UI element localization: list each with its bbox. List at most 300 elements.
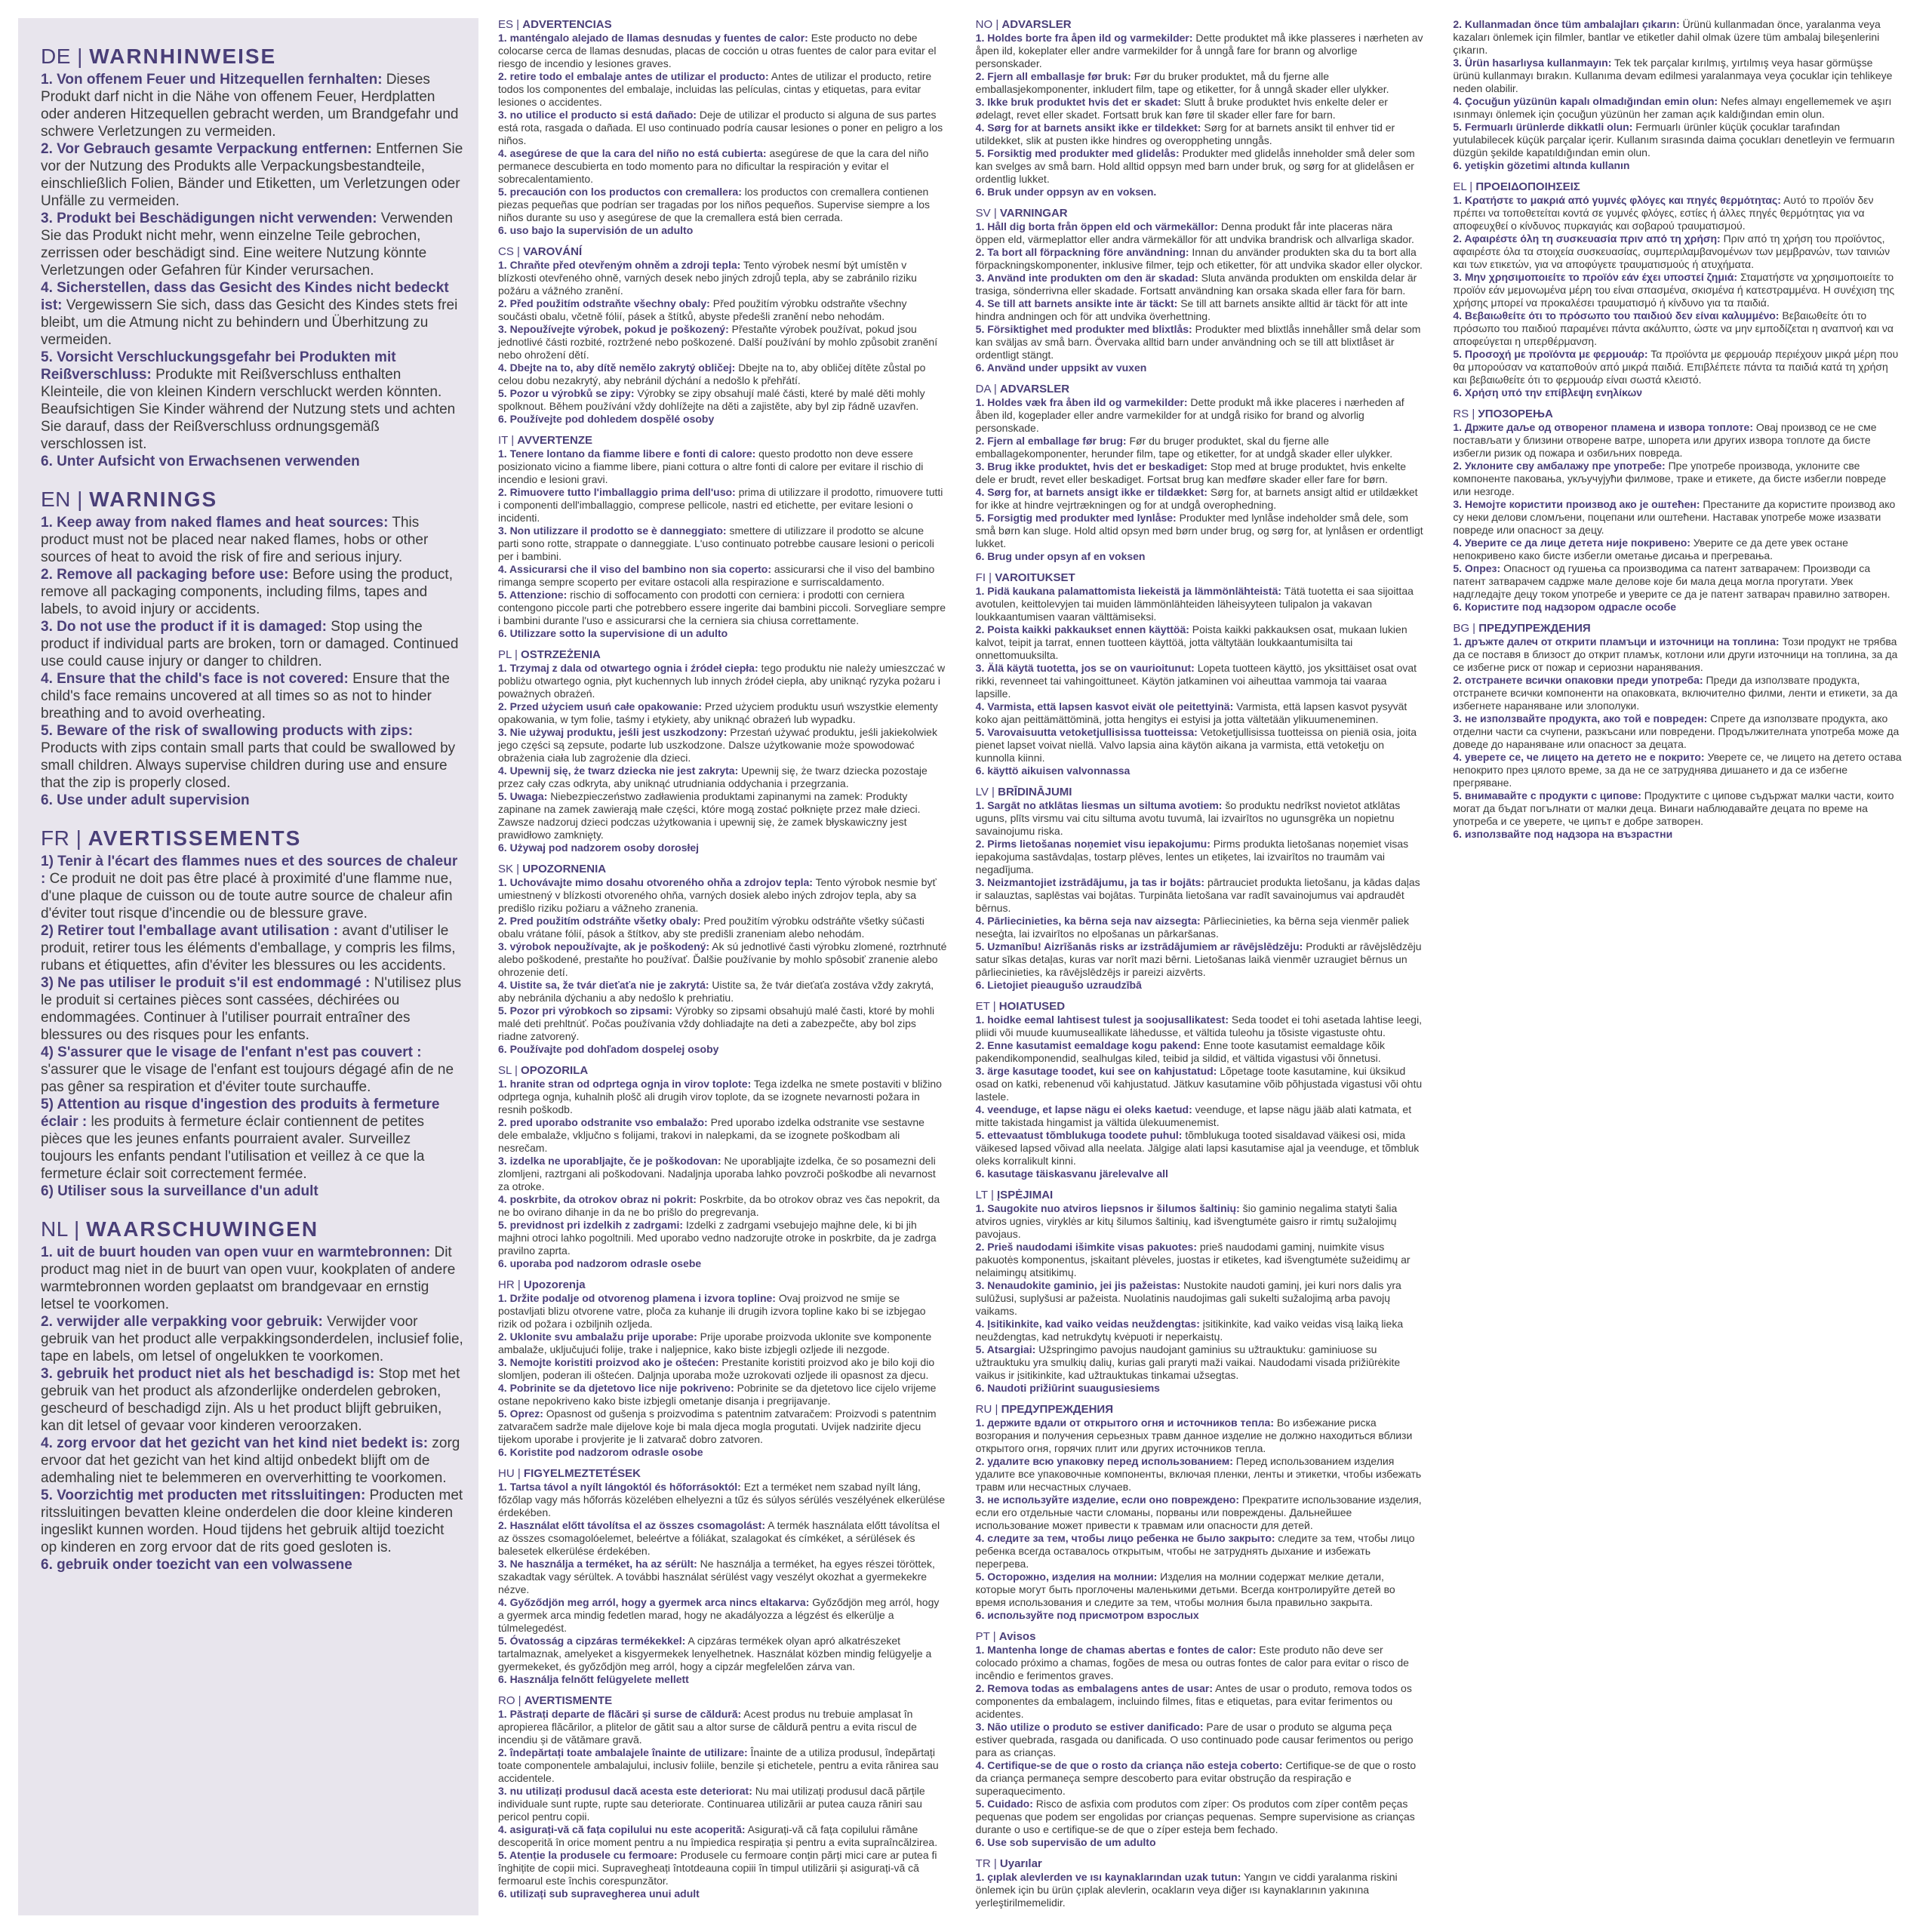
- section-ro: [498, 1694, 947, 1900]
- warning-title: 2. Kullanmadan önce tüm ambalajları çıkarın:: [1453, 18, 1680, 30]
- warning-text: N'utilisez plus le produit si certaines pièces sont cassées, déchirées ou endommagées. Continuer à l'utiliser pourrait entraîner des blessures ou des risques pour les enfants.: [41, 975, 462, 1043]
- flowing-columns: [498, 18, 1902, 1914]
- warning-item: [498, 1382, 947, 1407]
- warning-item: [1453, 159, 1902, 172]
- warning-item: [498, 1193, 947, 1219]
- warning-text: tego produktu nie należy umieszczać w pobliżu otwartego ognia, płyt kuchennych lub innych źródeł ciepła, aby uniknąć ryzyka pożaru i poważnych obrażeń.: [498, 662, 946, 700]
- warning-title: 2. отстранете всички опаковки преди употреба:: [1453, 674, 1703, 686]
- warning-item: [41, 1435, 463, 1487]
- section-heading: [976, 1189, 1425, 1202]
- warning-title: 6. Use under adult supervision: [41, 792, 250, 808]
- warning-text: Nustokite naudoti gaminį, jei kuri nors dalis yra sulūžusi, suplyšusi ar pažeista. Nuolatinis naudojimas gali sukelti sužalojimą arba pavojų vaikams.: [975, 1279, 1401, 1317]
- warning-item: [498, 147, 947, 186]
- section-title: OSTRZEŻENIA: [521, 648, 601, 661]
- section-title: ПРЕДУПРЕЖДЕНИЯ: [1001, 1403, 1113, 1416]
- warning-text: Nu mai utilizați produsul dacă părțile individuale sunt rupte, rupte sau deteriorate. Continuarea utilizării ar putea cauza răniri sau pericol pentru copii.: [498, 1785, 925, 1823]
- warning-item: [1453, 18, 1902, 57]
- warning-title: 3. no utilice el producto si está dañado:: [498, 109, 697, 121]
- warning-item: [41, 279, 463, 349]
- warning-title: 1. Pidä kaukana palamattomista liekeistä ja lämmönlähteistä:: [975, 585, 1282, 597]
- warning-item: [976, 272, 1425, 297]
- section-heading: [1453, 622, 1902, 635]
- section-hr: [498, 1278, 947, 1459]
- language-code: SK |: [498, 863, 523, 875]
- warning-item: [976, 186, 1425, 198]
- warning-text: Uistite sa, že tvár dieťaťa zostáva vždy zakrytá, aby nebránila dýchaniu a aby nedošlo k prehriatiu.: [498, 979, 934, 1004]
- warning-text: Výrobky se zipy obsahují malé části, které by malé děti mohly spolknout. Během používání vždy dohlížejte na děti a zajistěte, aby byl zip řádně uzavřen.: [498, 387, 925, 412]
- warning-text: Produkter med blixtlås innehåller små delar som kan sväljas av små barn. Övervaka alltid barn under användning och se till att blixtlåset är ordentligt stängt.: [975, 323, 1421, 361]
- warning-item: [976, 700, 1425, 726]
- warning-title: 3. Använd inte produkten om den är skadad:: [975, 272, 1198, 284]
- warning-item: [41, 670, 463, 722]
- warning-title: 6. Használja felnőtt felügyelete mellett: [498, 1673, 689, 1685]
- warning-title: 5) Attention au risque d'ingestion des produits à fermeture éclair :: [41, 1097, 440, 1130]
- warning-text: Lõpetage toote kasutamine, kui üksikud osad on katki, rebenenud või kahjustatud. Jätkuv kasutamine võib põhjustada vigastusi või ohtu lastele.: [975, 1065, 1423, 1103]
- warning-text: Risco de asfixia com produtos com zíper: Os produtos com zíper contêm peças pequenas que podem ser engolidas por crianças pequenas. Sempre supervisione as crianças durante o uso e certifique-se de que o zíper esteja bem fechado.: [975, 1798, 1415, 1835]
- warning-item: [1453, 601, 1902, 614]
- warning-title: 4. Pārliecinieties, ka bērna seja nav aizsegta:: [975, 915, 1201, 927]
- warning-text: Přestaňte výrobek používat, pokud jsou jednotlivé části rozbité, roztržené nebo poškozené. Další používání by mohlo způsobit zranění nebo ohrožení dětí.: [498, 323, 938, 361]
- warning-title: 3. Nepoužívejte výrobek, pokud je poškozený:: [498, 323, 729, 335]
- warning-item: [976, 70, 1425, 96]
- warning-text: Este producto no debe colocarse cerca de llamas desnudas, placas de cocción u otras fuentes de calor para evitar el riesgo de incendio y lesiones graves.: [498, 32, 937, 69]
- warning-text: Vetoketjullisissa tuotteissa on pieniä osia, joita pienet lapset voivat niellä. Valvo lapsia aina käytön aikana ja varmista, että vetoketju on kunnolla kiinni.: [975, 726, 1417, 764]
- warning-title: 3. Älä käytä tuotetta, jos se on vaurioitunut:: [975, 662, 1195, 674]
- warning-text: pārtrauciet produkta lietošanu, ja kādas daļas ir salauztas, saplēstas vai bojātas. Turpināta lietošana var radīt savainojumus vai apdraudēt bērnus.: [975, 876, 1420, 914]
- warning-text: Produsele cu fermoare conțin părți mici care ar putea fi înghițite de copii mici. Supravegheați întotdeauna copiii în timpul utilizării și asigurați-vă că fermoarul este închis corespunzător.: [498, 1849, 937, 1887]
- warning-title: 3. Nenaudokite gaminio, jei jis pažeistas:: [975, 1279, 1181, 1291]
- warning-item: [41, 210, 463, 279]
- warning-text: questo prodotto non deve essere posizionato vicino a fiamme libere, piani cottura o altre fonti di calore per evitare il rischio di incendio e lesioni gravi.: [498, 448, 924, 485]
- warning-title: 4) S'assurer que le visage de l'enfant n'est pas couvert :: [41, 1044, 422, 1060]
- warning-title: 4. veenduge, et lapse nägu ei oleks kaetud:: [975, 1103, 1192, 1115]
- warning-text: Dieses Produkt darf nicht in die Nähe von offenem Feuer, Herdplatten oder anderen Hitzequellen gebracht werden, um Brandgefahr und schwere Verletzungen zu vermeiden.: [41, 72, 459, 140]
- warning-text: Перед использованием изделия удалите все упаковочные компоненты, включая пленки, ленты и этикетки, чтобы избежать травм или несчастных случаев.: [975, 1455, 1422, 1493]
- warning-item: [976, 940, 1425, 979]
- section-title: AVERTISSEMENTS: [88, 826, 302, 850]
- warning-item: [976, 486, 1425, 512]
- warning-item: [41, 792, 463, 809]
- warning-item: [498, 627, 947, 640]
- warning-text: tõmblukuga tooted sisaldavad väikesi osi, mida väikesed lapsed võivad alla neelata. Jälgige alati lapsi kasutamise ajal ja veenduge, et tõmbluk oleks korralikult kinni.: [975, 1129, 1420, 1167]
- warning-text: Înainte de a utiliza produsul, îndepărtați toate componentele ambalajului, inclusiv foliile, benzile și etichetele, pentru a evita rănirea sau accidentele.: [498, 1746, 939, 1784]
- warning-title: 6. uporaba pod nadzorom odrasle osebe: [498, 1257, 702, 1269]
- warning-title: 3. Ne használja a terméket, ha az sérült:: [498, 1558, 697, 1570]
- language-code: BG |: [1453, 622, 1479, 635]
- section-title: ADVARSLER: [1001, 18, 1072, 31]
- warning-title: 6. uso bajo la supervisión de un adulto: [498, 224, 694, 236]
- warning-title: 6. gebruik onder toezicht van een volwassene: [41, 1557, 352, 1573]
- warning-title: 5. Voorzichtig met producten met ritssluitingen:: [41, 1487, 366, 1503]
- warning-text: Producten met ritssluitingen bevatten kleine onderdelen die door kleine kinderen ingeslikt kunnen worden. Houd tijdens het gebruik altijd toezicht op kinderen en zorg ervoor dat de rits goed gesloten is.: [41, 1487, 463, 1555]
- language-code: TR |: [975, 1857, 1000, 1870]
- warning-title: 2. îndepărtați toate ambalajele înainte de utilizare:: [498, 1746, 748, 1758]
- warning-title: 5. Oprez:: [498, 1407, 543, 1420]
- warning-text: Certifique-se de que o rosto da criança permaneça sempre descoberto para evitar obstrução da respiração e superaquecimento.: [975, 1759, 1417, 1797]
- warning-title: 4. Certifique-se de que o rosto da criança não esteja coberto:: [975, 1759, 1283, 1771]
- warning-text: los productos con cremallera contienen piezas pequeñas que podrían ser tragadas por los niños pequeños. Supervise siempre a los niños durante su uso y asegúrese de que la cremallera está bien cerrada.: [498, 186, 931, 223]
- warning-item: [498, 979, 947, 1004]
- warning-text: Produkter med glidelås inneholder små deler som kan svelges av små barn. Hold alltid oppsyn med barn under bruk, og sørg for at glidelåsen er ordentlig lukket.: [975, 147, 1415, 185]
- warning-item: [498, 1635, 947, 1673]
- section-heading: [498, 648, 947, 662]
- warning-item: [498, 448, 947, 486]
- section-heading: [41, 1217, 463, 1242]
- warning-text: veenduge, et lapse nägu jääb alati katmata, et mitte takistada hingamist ja vältida ülekuumenemist.: [975, 1103, 1412, 1128]
- warning-item: [976, 1609, 1425, 1622]
- warning-text: Продуктите с ципове съдържат малки части, които могат да бъдат погълнати от малки деца. Винаги наблюдавайте децата по време на употреба и се уверете, че ципът е добре затворен.: [1453, 789, 1894, 827]
- warning-text: Fermuarlı ürünler küçük çocuklar tarafından yutulabilecek küçük parçalar içerir. Kullanım sırasında daima çocukları denetleyin ve fermuarın düzgün şekilde kapatıldığından emin olun.: [1453, 121, 1895, 158]
- warning-text: Ne uporabljajte izdelka, če so posamezni deli zlomljeni, raztrgani ali poškodovani. Nadaljnja uporaba lahko povzroči poškodbe ali nevarnost za otroke.: [498, 1155, 936, 1192]
- section-lt: [976, 1189, 1425, 1395]
- warning-text: A cipzáras termékek olyan apró alkatrészeket tartalmaznak, amelyeket a kisgyermekek lenyelhetnek. Használat közben mindig felügyelje a gyermekeket, és győződjön meg arról, hogy a cipzár megfelelően zárva van.: [498, 1635, 932, 1672]
- section-title: BRĪDINĀJUMI: [998, 786, 1072, 798]
- section-fr: [41, 826, 463, 1200]
- section-title: Avisos: [998, 1630, 1036, 1643]
- warning-title: 2. Rimuovere tutto l'imballaggio prima dell'uso:: [498, 486, 736, 498]
- warning-item: [1453, 121, 1902, 159]
- warning-text: Овај производ се не сме постављати у близини отворене ватре, шпорета или других извора топлоте да бисте избегли ризик од пожара и озбиљних повреда.: [1453, 421, 1877, 459]
- warning-text: This product must not be placed near naked flames, hobs or other sources of heat to avoid the risk of fire and serious injury.: [41, 515, 429, 565]
- warning-item: [976, 1721, 1425, 1759]
- warning-item: [498, 1708, 947, 1746]
- warning-item: [976, 1103, 1425, 1129]
- warning-text: Před použitím výrobku odstraňte všechny součásti obalu, včetně fólií, pásek a štítků, abyste předešli zranění nebo nehodám.: [498, 297, 907, 322]
- language-code: RO |: [498, 1694, 525, 1707]
- warning-text: zorg ervoor dat het gezicht van het kind altijd onbedekt blijft om de ademhaling niet te belemmeren en oververhitting te voorkomen.: [41, 1435, 460, 1486]
- warning-title: 3. не използвайте продукта, ако той е повреден:: [1453, 712, 1708, 724]
- warning-title: 1. Mantenha longe de chamas abertas e fontes de calor:: [975, 1644, 1257, 1656]
- warning-item: [41, 566, 463, 618]
- warning-text: Ensure that the child's face remains uncovered at all times so as not to hinder breathing and to avoid overheating.: [41, 671, 451, 721]
- section-sv: [976, 207, 1425, 374]
- warning-item: [498, 1849, 947, 1887]
- warning-text: Before using the product, remove all packaging components, including films, tapes and labels, to avoid injury or accidents.: [41, 567, 453, 617]
- section-title: VARNINGAR: [999, 207, 1068, 220]
- warning-title: 5. Uzmanību! Aizrīšanās risks ar izstrādājumiem ar rāvējslēdzēju:: [975, 940, 1303, 952]
- warning-text: prima di utilizzare il prodotto, rimuovere tutti i componenti dell'imballaggio, comprese pellicole, nastri ed etichette, per evitare lesioni o incidenti.: [498, 486, 943, 524]
- section-lv: [976, 786, 1425, 992]
- language-code: DE |: [41, 45, 90, 68]
- warning-title: 6. Utilizzare sotto la supervisione di un adulto: [498, 627, 728, 639]
- warning-text: Tento výrobok nesmie byť umiestnený v blízkosti otvoreného ohňa, varných dosiek alebo iných zdrojov tepla, aby sa predišlo riziku požiaru a vážneho zranenia.: [498, 876, 937, 914]
- warning-title: 3. Ikke bruk produktet hvis det er skadet:: [975, 96, 1181, 108]
- warning-title: 5. Atsargiai:: [975, 1343, 1036, 1355]
- section-el: [1453, 180, 1902, 399]
- section-nl: [41, 1217, 463, 1574]
- warning-item: [1453, 386, 1902, 399]
- warning-title: 2. Ta bort all förpackning före användning:: [975, 246, 1189, 258]
- warning-text: Stop using the product if individual parts are broken, torn or damaged. Continued use could cause injury or danger to children.: [41, 619, 459, 669]
- warning-title: 3. výrobok nepoužívajte, ak je poškodený:: [498, 940, 710, 952]
- warning-title: 1. Von offenem Feuer und Hitzequellen fernhalten:: [41, 72, 383, 88]
- warning-title: 3. ärge kasutage toodet, kui see on kahjustatud:: [975, 1065, 1217, 1077]
- section-sl: [498, 1064, 947, 1270]
- warning-title: 1. Holdes borte fra åpen ild og varmekilder:: [975, 32, 1193, 44]
- warning-item: [498, 915, 947, 940]
- section-fi: [976, 571, 1425, 777]
- warning-item: [976, 726, 1425, 764]
- warning-text: Győződjön meg arról, hogy a gyermek arca mindig fedetlen marad, hogy ne akadályozza a légzést és elkerülje a túlmelegedést.: [498, 1596, 940, 1634]
- warning-item: [976, 550, 1425, 563]
- warning-item: [976, 1644, 1425, 1682]
- warning-title: 4. Çocuğun yüzünün kapalı olmadığından emin olun:: [1453, 95, 1718, 107]
- warning-title: 2. Przed użyciem usuń całe opakowanie:: [498, 700, 702, 712]
- warning-item: [41, 1365, 463, 1435]
- warning-item: [976, 764, 1425, 777]
- warning-text: asegúrese de que la cara del niño permanece descubierta en todo momento para no dificultar la respiración y evitar el sobrecalentamiento.: [498, 147, 929, 185]
- warning-title: 5. ettevaatust tõmblukuga toodete puhul:: [975, 1129, 1183, 1141]
- warning-item: [498, 1785, 947, 1823]
- warning-title: 2. Fjern al emballage før brug:: [975, 435, 1127, 447]
- warning-text: Σταματήστε να χρησιμοποιείτε το προϊόν εάν μεμονωμένα μέρη του είναι σπασμένα, σκισμένα ή κατεστραμμένα. Η συνέχιση της χρήσης μπορεί να προκαλέσει τραυματισμό ή κίνδυνο για τα παιδιά.: [1453, 271, 1895, 309]
- warning-title: 6. Користите под надзором одрасле особе: [1453, 601, 1677, 613]
- warning-item: [498, 1219, 947, 1257]
- warning-title: 3. Немојте користити производ ако је оштећен:: [1453, 498, 1700, 510]
- section-en: [41, 487, 463, 809]
- warning-text: Acest produs nu trebuie amplasat în apropierea flăcărilor, a plitelor de gătit sau a altor surse de căldură pentru a evita riscul de incendiu și de vătămare gravă.: [498, 1708, 917, 1746]
- warning-item: [1453, 562, 1902, 601]
- warning-text: Stop med at bruge produktet, hvis enkelte dele er brudt, revet eller beskadiget. Fortsat brug kan medføre skader eller fare for børn.: [975, 460, 1407, 485]
- warning-item: [498, 1481, 947, 1519]
- warning-item: [1453, 232, 1902, 271]
- section-et: [976, 1000, 1425, 1180]
- warning-text: Slutt å bruke produktet hvis enkelte deler er ødelagt, revet eller skadet. Fortsatt bruk kan føre til skader eller fare for barn.: [975, 96, 1388, 121]
- warning-item: [976, 361, 1425, 374]
- warning-title: 5. Осторожно, изделия на молнии:: [975, 1571, 1158, 1583]
- warning-text: Ak sú jednotlivé časti výrobku zlomené, roztrhnuté alebo poškodené, prestaňte ho používať. Ďalšie používanie by mohlo spôsobiť zranenie alebo ohrozenie detí.: [498, 940, 947, 978]
- warning-title: 6) Utiliser sous la surveillance d'un adult: [41, 1183, 318, 1199]
- warning-item: [498, 1673, 947, 1686]
- section-heading: [1453, 180, 1902, 194]
- warning-item: [976, 512, 1425, 550]
- warning-text: Výrobky so zipsami obsahujú malé časti, ktoré by mohli malé deti prehltnúť. Počas používania vždy dohliadajte na deti a zabezpečte, aby bol zips riadne zatvorený.: [498, 1004, 935, 1042]
- warning-title: 6. използвайте под надзора на възрастни: [1453, 828, 1673, 840]
- warning-item: [976, 1241, 1425, 1279]
- language-code: NL |: [41, 1217, 87, 1241]
- warning-text: Този продукт не трябва да се поставя в близост до открит пламък, котлони или други източници на топлина, за да се избегне риск от пожар и сериозни наранявания.: [1453, 635, 1898, 673]
- warning-title: 5. Опрез:: [1453, 562, 1501, 574]
- section-title: FIGYELMEZTETÉSEK: [523, 1467, 641, 1480]
- warning-text: Produkti ar rāvējslēdzēju satur sīkas detaļas, kuras var norīt mazi bērni. Lietošanas laikā vienmēr uzraugiet bērnus un pārliecinieties, ka rāvējslēdzējs ir pareizi aizvērts.: [975, 940, 1422, 978]
- section-title: HOIATUSED: [998, 1000, 1066, 1013]
- section-title: AVVERTENZE: [517, 434, 593, 447]
- warning-item: [498, 1519, 947, 1558]
- warning-text: Poista kaikki pakkauksen osat, mukaan lukien kalvot, teipit ja tarrat, ennen tuotteen käyttöä, jotta vältytään loukkaantumisilta tai onnettomuuksilta.: [975, 623, 1407, 661]
- warning-item: [41, 1487, 463, 1556]
- warning-text: Poskrbite, da bo otrokov obraz ves čas nepokrit, da ne bo ovirano dihanje in da ne bo prišlo do pregrevanja.: [498, 1193, 940, 1218]
- warning-title: 5. Försiktighet med produkter med blixtlås:: [975, 323, 1192, 335]
- warning-item: [976, 876, 1425, 915]
- warning-item: [498, 259, 947, 297]
- warning-title: 4. asegúrese de que la cara del niño no está cubierta:: [498, 147, 767, 159]
- section-heading: [41, 826, 463, 851]
- warning-item: [976, 246, 1425, 272]
- warning-title: 3. Neizmantojiet izstrādājumu, ja tas ir bojāts:: [975, 876, 1205, 888]
- warning-title: 5. Óvatosság a cipzáras termékekkel:: [498, 1635, 686, 1647]
- warning-item: [498, 323, 947, 361]
- warning-title: 4. Βεβαιωθείτε ότι το πρόσωπο του παιδιού δεν είναι καλυμμένο:: [1453, 309, 1780, 321]
- warning-item: [976, 297, 1425, 323]
- warning-item: [498, 940, 947, 979]
- language-code: EN |: [41, 488, 90, 511]
- warning-text: Este produto não deve ser colocado próximo a chamas, fogões de mesa ou outras fontes de calor para evitar o risco de incêndio e ferimentos graves.: [975, 1644, 1409, 1681]
- warning-title: 6. Používajte pod dohľadom dospelej osoby: [498, 1043, 719, 1055]
- warning-text: Asigurați-vă că fața copilului rămâne descoperită în orice moment pentru a nu împiedica respirația și pentru a evita supraîncălzirea.: [498, 1823, 938, 1848]
- warning-item: [976, 460, 1425, 486]
- warning-title: 1. Tenere lontano da fiamme libere e fonti di calore:: [498, 448, 756, 460]
- warning-title: 1. Trzymaj z dala od otwartego ognia i źródeł ciepła:: [498, 662, 758, 674]
- section-title: ĮSPĖJIMAI: [997, 1189, 1054, 1201]
- warning-item: [976, 220, 1425, 246]
- warning-title: 4. Se till att barnets ansikte inte är täckt:: [975, 297, 1178, 309]
- warning-item: [41, 722, 463, 792]
- language-code: HU |: [498, 1467, 524, 1480]
- warning-text: Уверите се да дете увек остане непокривено како бисте избегли ометање дисања и прегревања.: [1453, 537, 1848, 561]
- section-title: УПОЗОРЕЊА: [1478, 408, 1553, 420]
- warning-text: Dette produktet må ikke plasseres i nærheten av åpen ild, kokeplater eller andre varmekilder for å unngå fare for brann og alvorlige personskader.: [975, 32, 1423, 69]
- warning-title: 5. precaución con los productos con cremallera:: [498, 186, 742, 198]
- warning-title: 6. Używaj pod nadzorem osoby dorosłej: [498, 841, 700, 854]
- warning-title: 6. käyttö aikuisen valvonnassa: [975, 764, 1131, 777]
- section-heading: [498, 245, 947, 259]
- warning-text: Enne toote kasutamist eemaldage kõik pakendikomponendid, sealhulgas kiled, teibid ja sildid, et vältida vigastusi või õnnetusi.: [975, 1039, 1386, 1064]
- warning-text: Produkte mit Reißverschluss enthalten Kleinteile, die von kleinen Kindern verschluckt werden könnten. Beaufsichtigen Sie Kinder während der Nutzung stets und achten Sie darauf, dass der Reißverschluss ordnungsgemäß verschlossen ist.: [41, 367, 456, 452]
- warning-text: Pirms produkta lietošanas noņemiet visas iepakojuma sastāvdaļas, tostarp plēves, lentes un etiķetes, lai izvairītos no traumām vai negadījuma.: [975, 838, 1409, 875]
- warning-text: Produkter med lynlåse indeholder små dele, som små børn kan sluge. Hold altid opsyn med børn under brug, og sørg for, at lynlåsen er ordentligt lukket.: [975, 512, 1423, 549]
- warning-title: 2. Před použitím odstraňte všechny obaly:: [498, 297, 710, 309]
- warning-title: 4. Pobrinite se da djetetovo lice nije pokriveno:: [498, 1382, 734, 1394]
- warning-item: [976, 1168, 1425, 1180]
- warning-title: 1. Κρατήστε το μακριά από γυμνές φλόγες και πηγές θερμότητας:: [1453, 194, 1781, 206]
- warning-title: 2. pred uporabo odstranite vso embalažo:: [498, 1116, 708, 1128]
- warning-text: Dit product mag niet in de buurt van open vuur, kookplaten of andere warmtebronnen worden geplaatst om brandgevaar en ernstig letsel te voorkomen.: [41, 1244, 456, 1312]
- warning-text: Ovaj proizvod ne smije se postavljati blizu otvorene vatre, ploča za kuhanje ili drugih izvora topline kako bi se izbjegao rizik od požara i ozbiljnih ozljeda.: [498, 1292, 926, 1330]
- warning-text: Прекратите использование изделия, если его отдельные части сломаны, порваны или повреждены. Дальнейшее использование может привести к травмам или опасности для детей.: [975, 1494, 1422, 1531]
- section-cs: [498, 245, 947, 426]
- warning-item: [1453, 498, 1902, 537]
- left-language-sections: [41, 44, 463, 1590]
- warning-title: 3. Produkt bei Beschädigungen nicht verwenden:: [41, 211, 377, 226]
- warning-title: 6. Lietojiet pieaugušo uzraudzībā: [975, 979, 1142, 991]
- warning-title: 1. Keep away from naked flames and heat sources:: [41, 515, 389, 531]
- warning-text: Se till att barnets ansikte alltid är täckt för att inte hindra andningen och för att undvika överhettning.: [975, 297, 1408, 322]
- warning-title: 2. Poista kaikki pakkaukset ennen käyttöä:: [975, 623, 1189, 635]
- warning-title: 4. Sørg for, at barnets ansigt ikke er tildækket:: [975, 486, 1208, 498]
- warning-item: [41, 349, 463, 453]
- warning-item: [498, 726, 947, 764]
- warning-title: 6. Brug under opsyn af en voksen: [975, 550, 1146, 562]
- language-code: RU |: [975, 1403, 1001, 1416]
- language-code: LV |: [975, 786, 998, 798]
- warning-item: [976, 1279, 1425, 1318]
- warning-item: [498, 589, 947, 627]
- section-heading: [976, 1403, 1425, 1417]
- section-title: Upozorenja: [523, 1278, 586, 1291]
- warning-item: [976, 1759, 1425, 1798]
- section-heading: [41, 44, 463, 69]
- warning-item: [498, 764, 947, 790]
- warning-title: 2. verwijder alle verpakking voor gebruik:: [41, 1314, 323, 1330]
- warning-item: [976, 122, 1425, 147]
- section-rs: [1453, 408, 1902, 614]
- warning-title: 1. дръжте далеч от открити пламъци и източници на топлина:: [1453, 635, 1780, 648]
- warning-item: [976, 1532, 1425, 1571]
- warning-title: 6. Používejte pod dohledem dospělé osoby: [498, 413, 715, 425]
- warning-item: [498, 1596, 947, 1635]
- section-title: ADVERTENCIAS: [522, 18, 612, 31]
- warning-item: [498, 1823, 947, 1849]
- warning-text: Prestanite koristiti proizvod ako je bilo koji dio slomljen, poderan ili oštećen. Daljnja uporaba može uzrokovati ozljede ili opasnost za djecu.: [498, 1356, 935, 1381]
- warning-item: [41, 853, 463, 922]
- section-hu: [498, 1467, 947, 1686]
- warning-item: [41, 1556, 463, 1574]
- warning-title: 6. используйте под присмотром взрослых: [975, 1609, 1199, 1621]
- warning-title: 6. Använd under uppsikt av vuxen: [975, 361, 1147, 374]
- warning-title: 2. Prieš naudodami išimkite visas pakuotes:: [975, 1241, 1197, 1253]
- warning-item: [976, 1014, 1425, 1039]
- warning-title: 2. Remova todas as embalagens antes de usar:: [975, 1682, 1214, 1694]
- warning-item: [1453, 348, 1902, 386]
- warning-item: [976, 1871, 1425, 1909]
- warning-title: 2. Fjern all emballasje før bruk:: [975, 70, 1131, 82]
- warning-text: assicurarsi che il viso del bambino rimanga sempre scoperto per evitare ostacoli alla respirazione e surriscaldamento.: [498, 563, 935, 588]
- warning-title: 6. Χρήση υπό την επίβλεψη ενηλίκων: [1453, 386, 1643, 398]
- warning-item: [498, 1356, 947, 1382]
- warning-title: 6. Bruk under oppsyn av en voksen.: [975, 186, 1157, 198]
- section-heading: [976, 18, 1425, 32]
- warning-item: [498, 1078, 947, 1116]
- warning-text: šo produktu nedrīkst novietot atklātas uguns, plīts virsmu vai citu siltuma avotu tuvumā, lai izvairītos no ugunsgrēka un nopietnu savainojumu riska.: [975, 799, 1401, 837]
- warning-title: 3. не используйте изделие, если оно повреждено:: [975, 1494, 1240, 1506]
- section-heading: [41, 487, 463, 512]
- section-pt: [976, 1630, 1425, 1849]
- warning-text: įsitikinkite, kad vaiko veidas visą laiką lieka neuždengtas, kad netrukdytų kvėpuoti ir neperkaistų.: [975, 1318, 1404, 1343]
- warning-title: 4. Įsitikinkite, kad vaiko veidas neuždengtas:: [975, 1318, 1200, 1330]
- warning-title: 2. Enne kasutamist eemaldage kogu pakend:: [975, 1039, 1201, 1051]
- warning-item: [1453, 635, 1902, 674]
- warning-item: [1453, 95, 1902, 121]
- warning-text: Dette produkt må ikke placeres i nærheden af åben ild, kogeplader eller andre varmekilder for at undgå risiko for brand og alvorlig personskade.: [975, 396, 1404, 434]
- warning-item: [976, 1202, 1425, 1241]
- warning-title: 5. Varovaisuutta vetoketjullisissa tuotteissa:: [975, 726, 1198, 738]
- warning-text: les produits à fermeture éclair contiennent de petites pièces que les jeunes enfants pourraient avaler. Surveillez toujours les enfants pendant l'utilisation et veillez à ce que la fermeture éclair soit correctement fermée.: [41, 1114, 425, 1182]
- warning-item: [41, 1096, 463, 1183]
- warning-text: Pred použitím výrobku odstráňte všetky súčasti obalu vrátane fólií, pások a štítkov, aby ste predišli zraneniam alebo nehodám.: [498, 915, 924, 940]
- language-code: CS |: [498, 245, 524, 258]
- warning-text: A termék használata előtt távolítsa el az összes csomagolóelemet, beleértve a fóliákat, szalagokat és címkéket, a sérülések és balesetek elkerülése érdekében.: [498, 1519, 940, 1557]
- warning-item: [976, 1798, 1425, 1836]
- warning-item: [41, 71, 463, 140]
- warning-item: [976, 1417, 1425, 1455]
- warning-title: 4. asigurați-vă că fața copilului nu este acoperită:: [498, 1823, 746, 1835]
- warning-item: [1453, 271, 1902, 309]
- warning-title: 5. Forsigtig med produkter med lynlåse:: [975, 512, 1177, 524]
- warning-item: [498, 1116, 947, 1155]
- warning-title: 4. Varmista, että lapsen kasvot eivät ole peitettyinä:: [975, 700, 1234, 712]
- warning-item: [976, 915, 1425, 940]
- warning-item: [498, 1257, 947, 1270]
- warning-item: [498, 361, 947, 387]
- warning-item: [41, 618, 463, 670]
- section-pl: [498, 648, 947, 854]
- warning-text: Užspringimo pavojus naudojant gaminius su užtrauktuku: gaminiuose su užtrauktuku yra smulkių dalių, kurias gali praryti maži vaikai. Naudodami visada prižiūrėkite vaikus ir įsitikinkite, kad užtrauktukas tinkamai užsegtas.: [975, 1343, 1401, 1381]
- warning-text: Βεβαιωθείτε ότι το πρόσωπο του παιδιού παραμένει πάντα ακάλυπτο, ώστε να μην εμποδίζεται η αναπνοή και να αποφεύγεται η υπερθέρμανση.: [1453, 309, 1894, 347]
- section-title: WARNHINWEISE: [89, 45, 277, 68]
- warning-title: 1. держите вдали от открытого огня и источников тепла:: [975, 1417, 1274, 1429]
- warning-text: Innan du använder produkten ska du ta bort alla förpackningskomponenter, inklusive filmer, tejp och etiketter, för att undvika skador eller olyckor.: [975, 246, 1423, 271]
- warning-title: 2. Pred použitím odstráňte všetky obaly:: [498, 915, 701, 927]
